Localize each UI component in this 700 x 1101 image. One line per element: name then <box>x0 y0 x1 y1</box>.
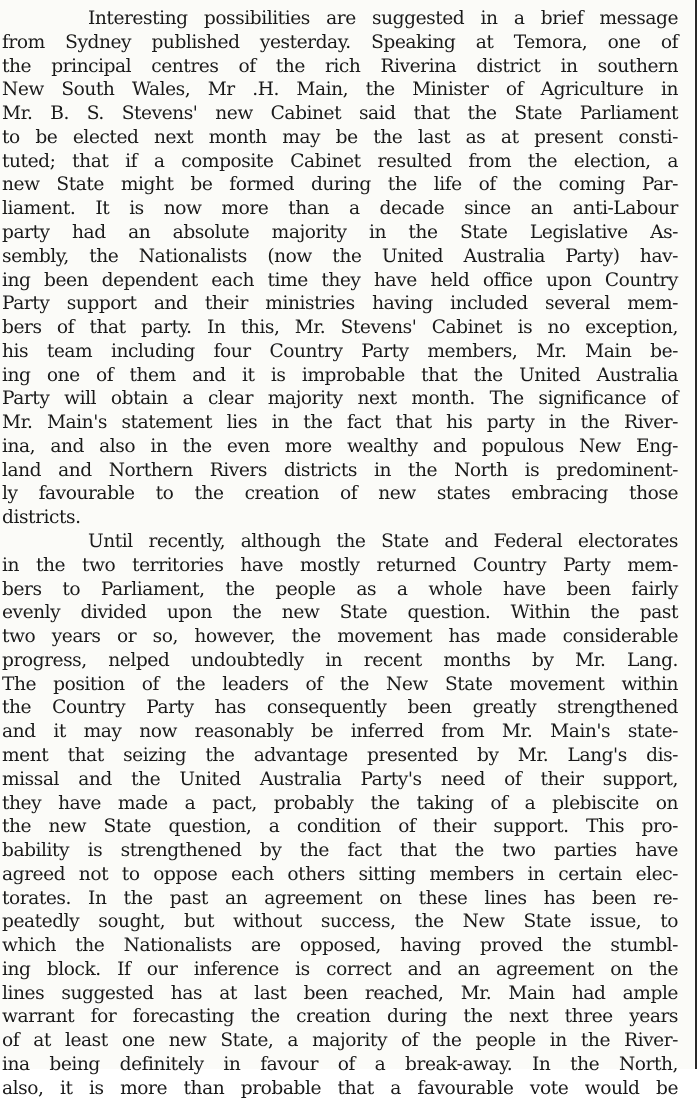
article-line: Party support and their ministries having included several mem- <box>2 293 678 315</box>
article-line: progress, nelped undoubtedly in recent months by Mr. Lang. <box>2 649 678 671</box>
article-line: ment that seizing the advantage presented by Mr. Lang's dis- <box>2 744 678 766</box>
article-line: the principal centres of the rich Riverina district in southern <box>2 55 678 77</box>
article-line: ly favourable to the creation of new states embracing those <box>2 483 678 505</box>
article-line: the new State question, a condition of their support. This pro- <box>2 816 678 838</box>
article-line: Interesting possibilities are suggested in a brief message <box>88 8 678 29</box>
article-line: liament. It is now more than a decade since an anti-Labour <box>2 198 678 220</box>
article-line: of at least one new State, a majority of the people in the River- <box>2 1030 678 1052</box>
article-line: bers to Parliament, the people as a whole have been fairly <box>2 578 678 600</box>
article-line: Until recently, although the State and Federal electorates <box>88 531 678 552</box>
article-line: land and Northern Rivers districts in the North is predominent- <box>2 459 678 481</box>
article-line: ing block. If our inference is correct and an agreement on the <box>2 958 678 980</box>
article-line: bers of that party. In this, Mr. Stevens' Cabinet is no exception, <box>2 317 678 338</box>
article-line: his team including four Country Party members, Mr. Main be- <box>2 340 678 362</box>
article-line: bability is strengthened by the fact that the two parties have <box>2 840 678 861</box>
article-line: evenly divided upon the new State question. Within the past <box>2 602 678 624</box>
article-line: lines suggested has at last been reached, Mr. Main had ample <box>2 982 678 1004</box>
article-line: they have made a pact, probably the taking of a plebiscite on <box>2 792 678 814</box>
article-line: Party will obtain a clear majority next month. The significance of <box>2 388 678 410</box>
article-line: warrant for forecasting the creation during the next three years <box>2 1006 678 1028</box>
article-line: torates. In the past an agreement on these lines has been re- <box>2 887 678 909</box>
article-line: ina being definitely in favour of a break-away. In the North, <box>2 1053 678 1075</box>
article-line: which the Nationalists are opposed, having proved the stumbl- <box>2 935 678 957</box>
article-line: new State might be formed during the life of the coming Par- <box>2 174 678 196</box>
article-line: ing been dependent each time they have held office upon Country <box>2 269 678 291</box>
article-line: sembly, the Nationalists (now the United Australia Party) hav- <box>2 245 678 267</box>
article-line: in the two territories have mostly returned Country Party mem- <box>2 554 678 576</box>
article-line: ing one of them and it is improbable that the United Australia <box>2 364 678 386</box>
article-line: The position of the leaders of the New State movement within <box>2 673 678 695</box>
article-line: from Sydney published yesterday. Speaking at Temora, one of <box>2 31 678 53</box>
article-line: Mr. Main's statement lies in the fact that his party in the River- <box>2 412 678 434</box>
article-line: New South Wales, Mr .H. Main, the Minister of Agriculture in <box>2 79 678 101</box>
article-line: missal and the United Australia Party's need of their support, <box>2 768 678 790</box>
article-line: districts. <box>2 507 81 529</box>
column-rule <box>695 0 697 1069</box>
article-line: party had an absolute majority in the State Legislative As- <box>2 221 678 243</box>
article-line: the Country Party has consequently been greatly strengthened <box>2 697 678 719</box>
article-line: agreed not to oppose each others sitting members in certain elec- <box>2 863 678 885</box>
article-line: tuted; that if a composite Cabinet resulted from the election, a <box>2 150 678 172</box>
article-line: two years or so, however, the movement has made considerable <box>2 626 678 648</box>
article-line: Mr. B. S. Stevens' new Cabinet said that the State Parliament <box>2 103 678 125</box>
article-line: to be elected next month may be the last as at present consti- <box>2 126 678 148</box>
article-line: also, it is more than probable that a favourable vote would be <box>2 1077 678 1099</box>
article-line: and it may now reasonably be inferred from Mr. Main's state- <box>2 721 678 743</box>
article-line: ina, and also in the even more wealthy and populous New Eng- <box>2 435 678 457</box>
article-line: peatedly sought, but without success, the New State issue, to <box>2 911 678 933</box>
